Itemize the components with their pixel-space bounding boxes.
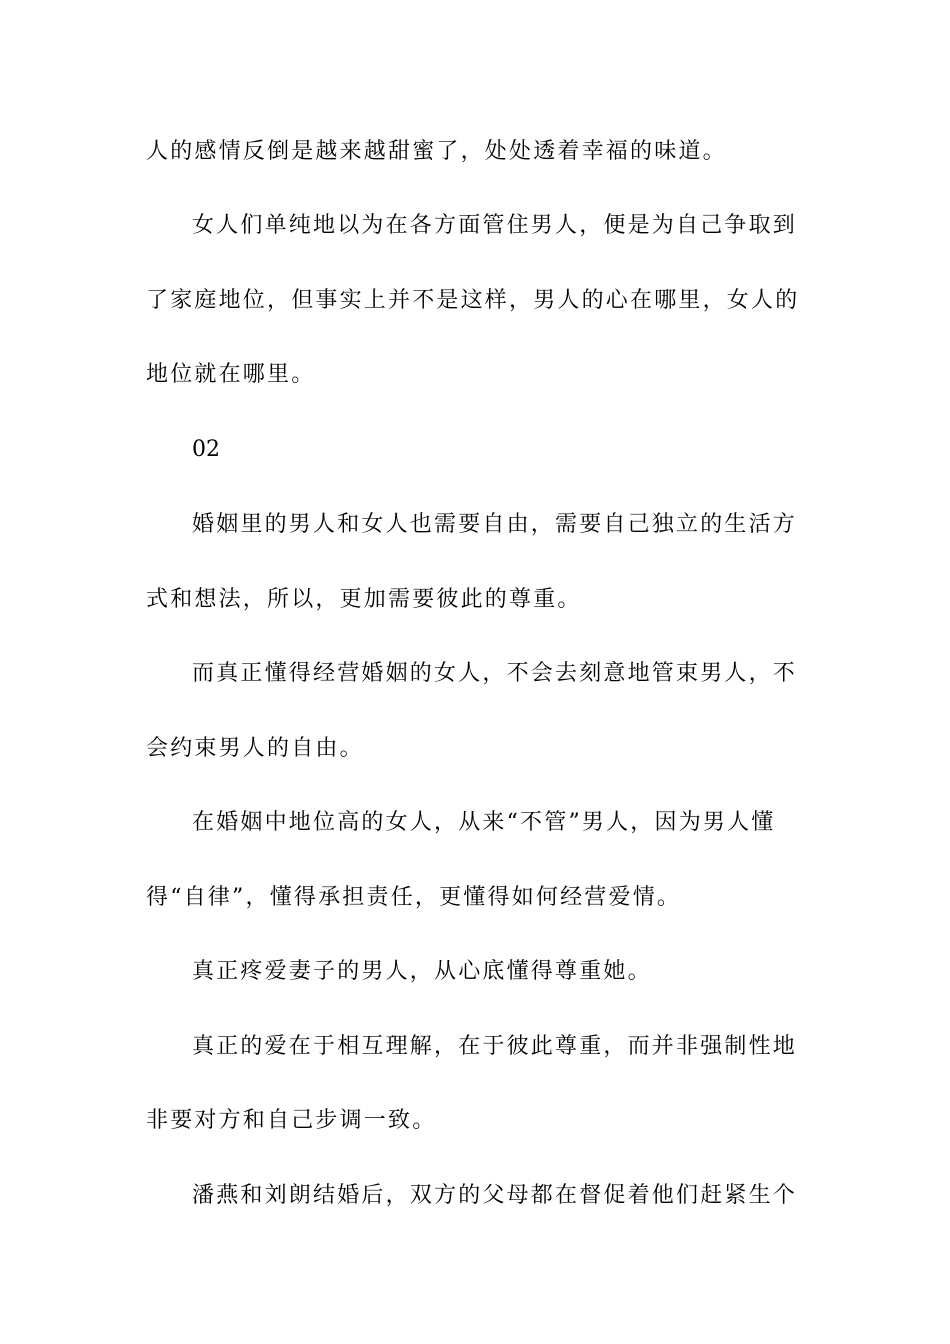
text-line: 地位就在哪里。 <box>146 362 316 387</box>
paragraph-start-line: 潘燕和刘朗结婚后，双方的父母都在督促着他们赶紧生个 <box>192 1183 798 1208</box>
paragraph-start-line: 真正的爱在于相互理解，在于彼此尊重，而并非强制性地 <box>192 1034 798 1059</box>
text-line: 了家庭地位，但事实上并不是这样，男人的心在哪里，女人的 <box>146 288 800 313</box>
paragraph-start-line: 真正疼爱妻子的男人，从心底懂得尊重她。 <box>192 959 652 984</box>
text-line: 非要对方和自己步调一致。 <box>146 1108 437 1133</box>
text-line: 会约束男人的自由。 <box>146 736 364 761</box>
paragraph-start-line: 女人们单纯地以为在各方面管住男人，便是为自己争取到 <box>192 213 798 238</box>
text-line: 式和想法，所以，更加需要彼此的尊重。 <box>146 587 582 612</box>
text-line: 人的感情反倒是越来越甜蜜了，处处透着幸福的味道。 <box>146 139 727 164</box>
paragraph-start-line: 而真正懂得经营婚姻的女人，不会去刻意地管束男人，不 <box>192 661 798 686</box>
text-line: 得“自律”，懂得承担责任，更懂得如何经营爱情。 <box>146 885 682 910</box>
section-number: 02 <box>192 437 220 462</box>
paragraph-start-line: 在婚姻中地位高的女人，从来“不管”男人，因为男人懂 <box>192 810 776 835</box>
paragraph-start-line: 婚姻里的男人和女人也需要自由，需要自己独立的生活方 <box>192 512 798 537</box>
